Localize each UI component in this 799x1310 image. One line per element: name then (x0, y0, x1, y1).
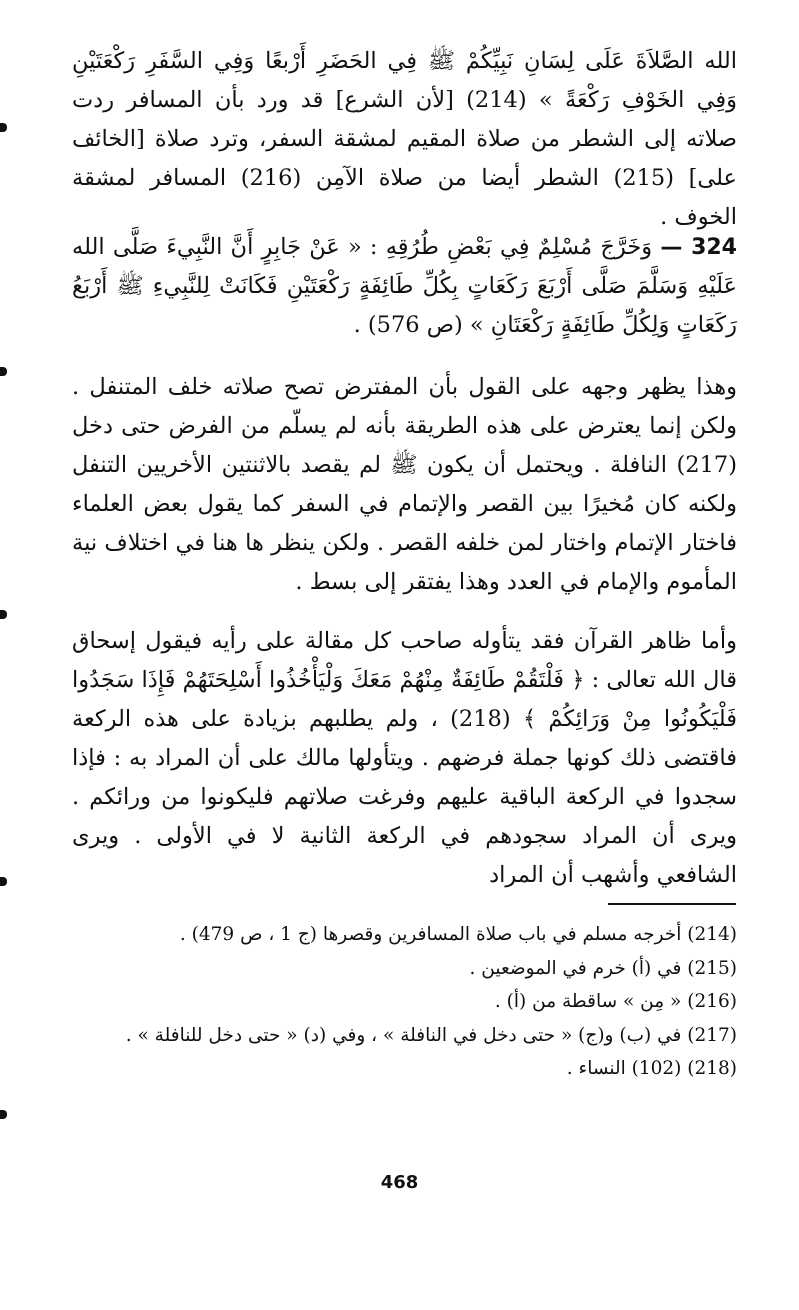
margin-scan-mark (0, 610, 7, 619)
margin-scan-mark (0, 1110, 7, 1119)
footnote-215: (215) في (أ) خرم في الموضعين . (469, 957, 737, 979)
footnote-216: (216) « مِن » ساقطة من (أ) . (494, 991, 737, 1012)
hadith-paragraph (72, 228, 737, 345)
hadith-text: وَخَرَّجَ مُسْلِمٌ فِي بَعْضِ طُرُقِهِ : « عَنْ جَابِرٍ أَنَّ النَّبِيءَ صَلَّى الله عَلَيْهِ وَسَلَّمَ صَلَّى أَرْبَعَ رَكَعَاتٍ بِكُلِّ طَائِفَةٍ رَكْعَتَيْنِ فَكَانَتْ لِلنَّبِيءِ ﷺ أَرْبَعُ رَكَعَاتٍ وَلِكُلِّ طَائِفَةٍ رَكْعَتَانِ » (ص 576) . (72, 234, 737, 338)
body-paragraph-1: الله الصَّلاَةَ عَلَى لِسَانِ نَبِيِّكُمْ ﷺ فِي الحَضَرِ أَرْبعًا وَفِي السَّفَرِ رَكْعَتَيْنِ وَفِي الخَوْفِ رَكْعَةً » (214) [لأن الشرع] قد ورد بأن المسافر ردت صلاته إلى الشطر من صلاة المقيم لمشقة السفر، وترد صلاة [الخائف على] (215) الشطر أيضا من صلاة الآمِن (216) المسافر لمشقة الخوف . (72, 48, 737, 230)
footnote-separator (608, 903, 736, 905)
margin-scan-mark (0, 367, 7, 376)
footnote-218: (218) (102) النساء . (566, 1058, 737, 1079)
footnotes-list (72, 918, 737, 1086)
body-paragraph-4: وأما ظاهر القرآن فقد يتأوله صاحب كل مقالة على رأيه فيقول إسحاق قال الله تعالى : ﴿ فَلْتَقُمْ طَائِفَةٌ مِنْهُمْ مَعَكَ وَلْيَأْخُذُوا أَسْلِحَتَهُمْ فَإِذَا سَجَدُوا فَلْيَكُونُوا مِنْ وَرَائِكُمْ ﴾ (218) ، ولم يطلبهم بزيادة على هذه الركعة فاقتضى ذلك كونها جملة فرضهم . ويتأولها مالك على أن المراد به : فإذا سجدوا في الركعة الباقية عليهم وفرغت صلاتهم فليكونوا من ورائكم . ويرى أن المراد سجودهم في الركعة الثانية لا في الأولى . ويرى الشافعي وأشهب أن المراد (72, 628, 738, 888)
footnote-214: (214) أخرجه مسلم في باب صلاة المسافرين وقصرها (ج 1 ، ص 479) . (179, 924, 737, 945)
hadith-number: 324 — (660, 235, 737, 260)
footnote-217: (217) في (ب) و(ج) « حتى دخل في النافلة » ، وفي (د) « حتى دخل للنافلة » . (125, 1024, 737, 1046)
page-number: 468 (380, 1172, 419, 1193)
margin-scan-mark (0, 123, 7, 132)
body-paragraph-3: وهذا يظهر وجهه على القول بأن المفترض تصح صلاته خلف المتنفل . ولكن إنما يعترض على هذه الطريقة بأنه لم يسلّم من الفرض حتى دخل (217) النافلة . ويحتمل أن يكون ﷺ لم يقصد بالاثنتين الأخريين التنفل ولكنه كان مُخيرًا بين القصر والإتمام في السفر كما يقول بعض العلماء فاختار الإتمام واختار لمن خلفه القصر . ولكن ينظر ها هنا في اختلاف نية المأموم والإمام في العدد وهذا يفتقر إلى بسط . (72, 374, 737, 595)
margin-scan-mark (0, 877, 7, 886)
